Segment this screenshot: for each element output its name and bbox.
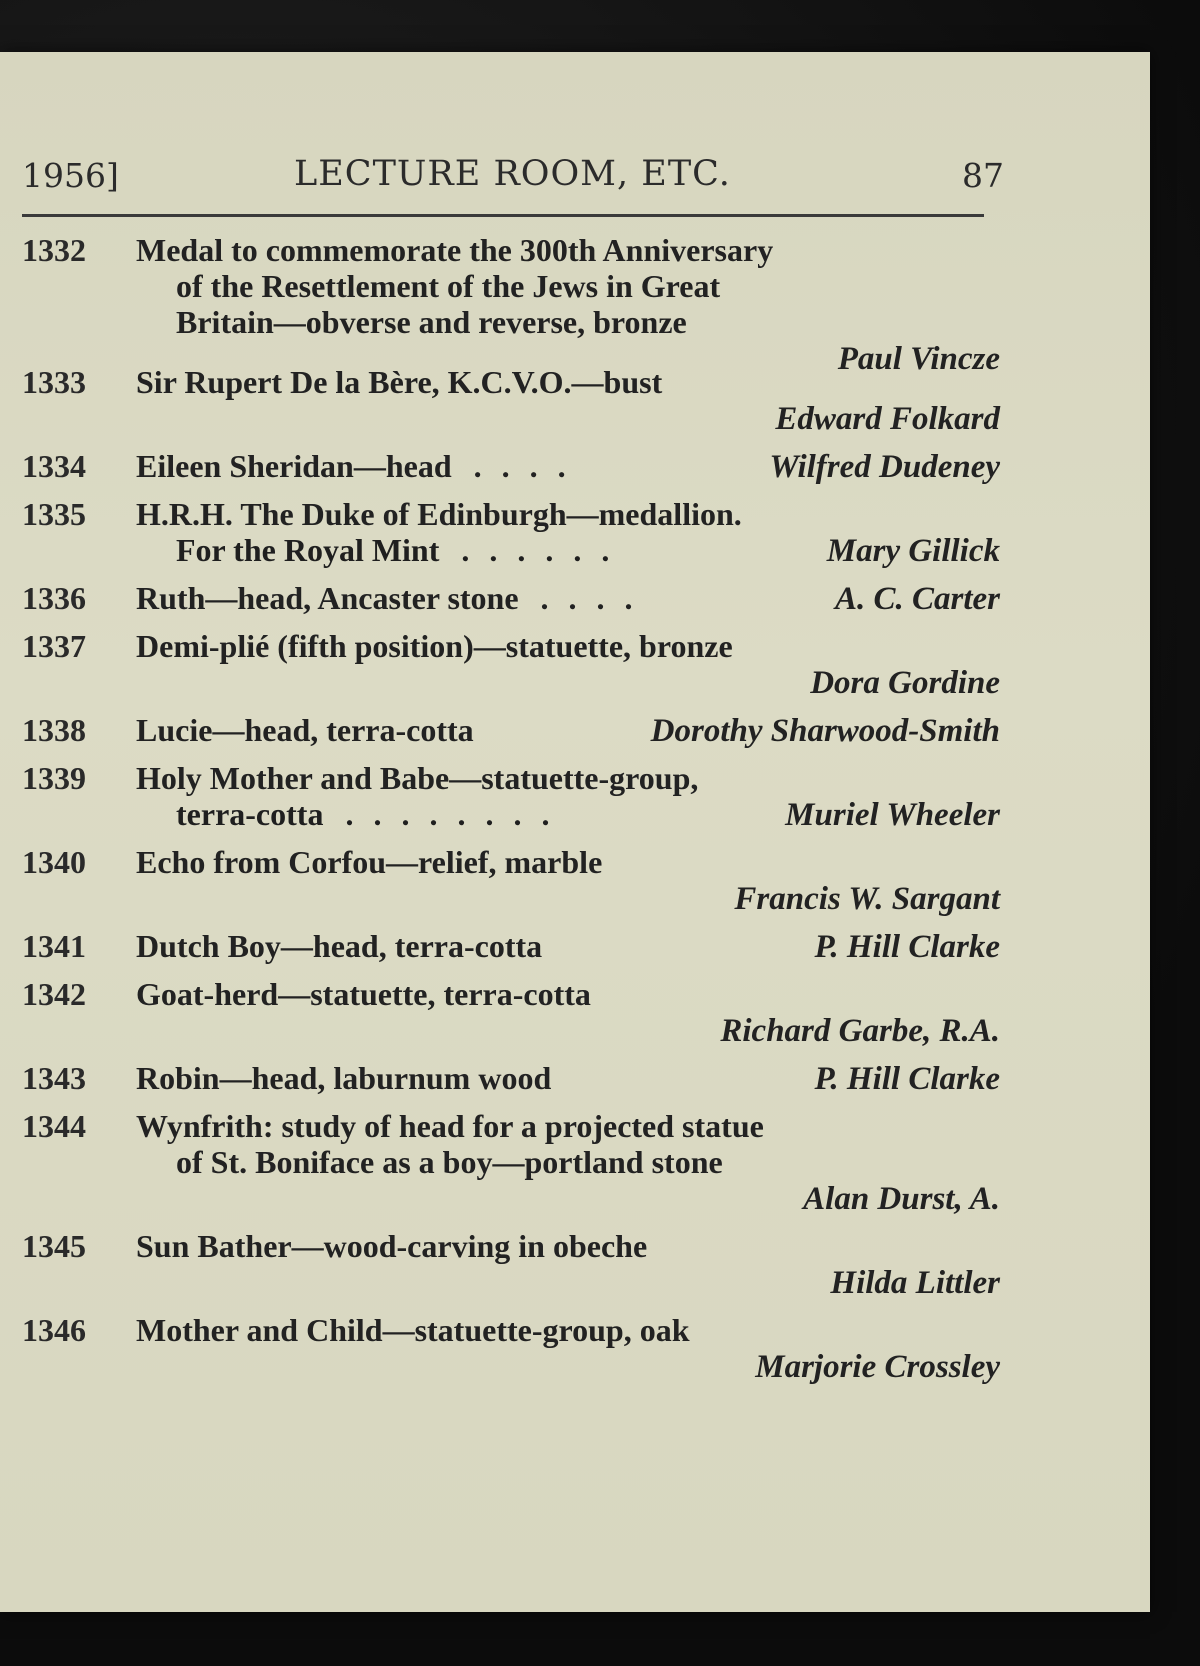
artist-name: Marjorie Crossley xyxy=(755,1349,1000,1385)
catalogue-entry xyxy=(22,496,1002,570)
catalogue-entry xyxy=(22,976,1002,1050)
entry-number: 1335 xyxy=(22,496,86,532)
entry-title: Holy Mother and Babe—statuette-group, xyxy=(136,760,699,796)
catalogue-entry xyxy=(22,580,1002,618)
catalogue-entry xyxy=(22,1228,1002,1302)
catalogue-entry xyxy=(22,760,1002,834)
entry-number: 1337 xyxy=(22,628,86,664)
artist-name: Paul Vincze xyxy=(837,341,1000,377)
entry-title: Sun Bather—wood-carving in obeche xyxy=(136,1228,648,1264)
entry-number: 1333 xyxy=(22,364,86,400)
artist-name: Edward Folkard xyxy=(775,401,1000,437)
page-number: 87 xyxy=(962,156,1004,195)
entry-number: 1340 xyxy=(22,844,86,880)
artist-name: Francis W. Sargant xyxy=(734,881,1000,917)
entry-title: Sir Rupert De la Bère, K.C.V.O.—bust xyxy=(136,364,663,400)
leader-dots: . . . . xyxy=(540,580,639,616)
entry-number: 1332 xyxy=(22,232,86,268)
leader-dots: . . . . . . xyxy=(461,532,616,568)
entry-title-continued: of St. Boniface as a boy—portland stone xyxy=(176,1144,723,1180)
entry-title-continued: For the Royal Mint . . . . . . xyxy=(176,532,616,568)
entry-number: 1342 xyxy=(22,976,86,1012)
entry-title: Eileen Sheridan—head . . . . xyxy=(136,448,572,484)
entry-title: Dutch Boy—head, terra-cotta xyxy=(136,928,543,964)
catalogue-entry xyxy=(22,844,1002,918)
artist-name: P. Hill Clarke xyxy=(814,1061,1000,1097)
artist-name: Dorothy Sharwood-Smith xyxy=(650,713,1000,749)
leader-dots: . . . . . . . . xyxy=(345,796,556,832)
artist-name: Alan Durst, A. xyxy=(803,1181,1000,1217)
entry-number: 1345 xyxy=(22,1228,86,1264)
entry-title: H.R.H. The Duke of Edinburgh—medallion. xyxy=(136,496,742,532)
artist-name: Mary Gillick xyxy=(826,533,1000,569)
entry-title: Goat-herd—statuette, terra-cotta xyxy=(136,976,591,1012)
leader-dots: . . . . xyxy=(473,448,572,484)
artist-name: P. Hill Clarke xyxy=(814,929,1000,965)
header-rule xyxy=(22,214,984,217)
entry-title-continued: Britain—obverse and reverse, bronze xyxy=(176,304,687,340)
catalogue-entry xyxy=(22,1108,1002,1218)
header-year: 1956] xyxy=(22,156,119,195)
artist-name: Richard Garbe, R.A. xyxy=(720,1013,1000,1049)
entry-number: 1336 xyxy=(22,580,86,616)
artist-name: Muriel Wheeler xyxy=(785,797,1000,833)
catalogue-entry xyxy=(22,364,1002,438)
catalogue-entry xyxy=(22,928,1002,966)
artist-name: Wilfred Dudeney xyxy=(769,449,1000,485)
entry-number: 1339 xyxy=(22,760,86,796)
entry-number: 1344 xyxy=(22,1108,86,1144)
catalogue-entry xyxy=(22,232,1002,377)
catalogue-entry xyxy=(22,1312,1002,1386)
entry-title: Robin—head, laburnum wood xyxy=(136,1060,552,1096)
entry-number: 1343 xyxy=(22,1060,86,1096)
running-title: LECTURE ROOM, ETC. xyxy=(294,154,731,194)
entry-number: 1346 xyxy=(22,1312,86,1348)
artist-name: Hilda Littler xyxy=(830,1265,1000,1301)
entry-title: Wynfrith: study of head for a projected statue xyxy=(136,1108,764,1144)
catalogue-entry xyxy=(22,448,1002,486)
catalogue-entry xyxy=(22,628,1002,702)
entry-number: 1334 xyxy=(22,448,86,484)
page-header xyxy=(22,104,1004,195)
entry-title: Ruth—head, Ancaster stone . . . . xyxy=(136,580,639,616)
entry-title: Medal to commemorate the 300th Anniversary xyxy=(136,232,774,268)
entry-title: Mother and Child—statuette-group, oak xyxy=(136,1312,690,1348)
catalogue-entry xyxy=(22,1060,1002,1098)
entry-number: 1341 xyxy=(22,928,86,964)
entry-title: Echo from Corfou—relief, marble xyxy=(136,844,603,880)
artist-name: A. C. Carter xyxy=(834,581,1000,617)
entry-title: Demi-plié (fifth position)—statuette, bronze xyxy=(136,628,733,664)
entry-title-continued: terra-cotta . . . . . . . . xyxy=(176,796,556,832)
artist-name: Dora Gordine xyxy=(810,665,1000,701)
entry-number: 1338 xyxy=(22,712,86,748)
catalogue-entry xyxy=(22,712,1002,750)
entry-title-continued: of the Resettlement of the Jews in Great xyxy=(176,268,721,304)
catalogue-list xyxy=(22,232,1002,1396)
entry-title: Lucie—head, terra-cotta xyxy=(136,712,474,748)
